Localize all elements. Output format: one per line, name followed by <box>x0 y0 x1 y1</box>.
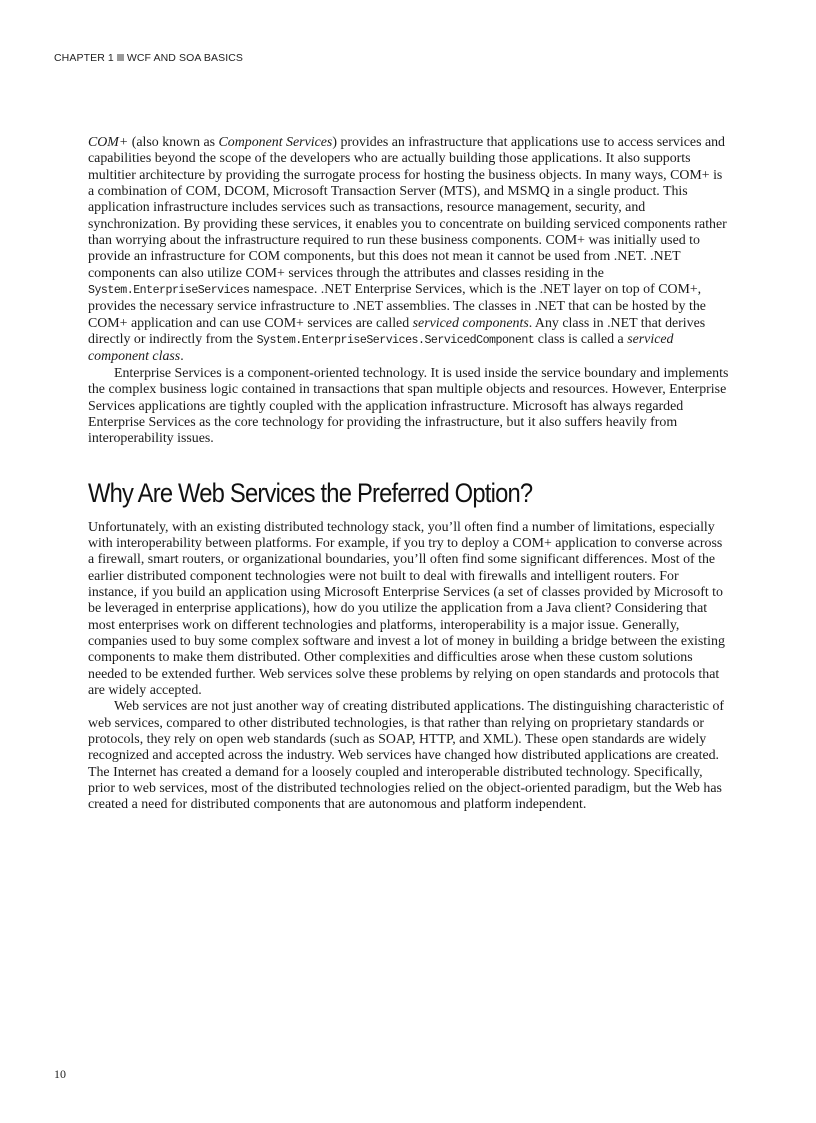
page-number: 10 <box>54 1067 66 1081</box>
small-square-icon <box>117 54 124 61</box>
chapter-label: CHAPTER 1 <box>54 52 114 64</box>
term-com-plus: COM+ <box>88 135 129 150</box>
paragraph-enterprise-services: Enterprise Services is a component-oriented technology. It is used inside the service boundary and implements the complex business logic contained in transactions that span multiple objects and resources. However, Enterprise Services applications are tightly coupled with the application infrastructure. Microsoft has always regarded Enterprise Services as the core technology for providing the infrastructure, but it also suffers heavily from interoperability issues. <box>88 365 729 447</box>
section-heading: Why Are Web Services the Preferred Option? <box>88 477 533 508</box>
paragraph-web-services: Web services are not just another way of creating distributed applications. The distinguishing characteristic of web services, compared to other distributed technologies, is that rather than relying on proprietary standards or protocols, they rely on open web standards (such as SOAP, HTTP, and XML). These open standards are widely recognized and accepted across the industry. Web services have changed how distributed applications are created. The Internet has created a demand for a loosely coupled and interoperable distributed technology. Specifically, prior to web services, most of the distributed technologies relied on the object-oriented paradigm, but the Web has created a need for distributed components that are autonomous and platform independent. <box>88 699 725 813</box>
paragraph-interoperability: Unfortunately, with an existing distributed technology stack, you’ll often find a number of limitations, especially with interoperability between platforms. For example, if you try to deploy a COM+ application to converse across a firewall, smart routers, or organizational boundaries, you’ll often find some significant differences. Most of the earlier distributed component technologies were not built to deal with firewalls and intelligent routers. For instance, if you build an application using Microsoft Enterprise Services (a set of classes provided by Microsoft to be leveraged in enterprise applications), how do you utilize the application from a Java client? Considering that most enterprises work on different technologies and platforms, interoperability is a major issue. Generally, companies used to buy some complex software and invest a lot of money in building a bridge between the existing components to make them distributed. Other complexities and difficulties arose when these custom solutions needed to be extended further. Web services solve these problems by relying on open standards and protocols that are widely accepted. <box>88 519 725 698</box>
paragraph-com-plus: COM+ (also known as Component Services) provides an infrastructure that applications use to access services and capabilities beyond the scope of the developers who are actually building those applications. It also supports multitier architecture by providing the surrogate process for hosting the business objects. In many ways, COM+ is a combination of COM, DCOM, Microsoft Transaction Server (MTS), and MSMQ in a single product. This application infrastructure includes services such as transactions, resource management, security, and synchronization. By providing these services, it enables you to concentrate on building serviced components rather than worrying about the infrastructure required to run these business components. COM+ was initially used to provide an infrastructure for COM components, but this does not mean it cannot be used from .NET. .NET components can also utilize COM+ services through the attributes and classes residing in the System.EnterpriseServices namespace. .NET Enterprise Services, which is the .NET layer on top of COM+, provides the necessary service infrastructure to .NET assemblies. The classes in .NET that can be hosted by the COM+ application and can use COM+ services are called serviced components. Any class in .NET that derives directly or indirectly from the System.EnterpriseServices.ServicedComponent class is called a serviced component class. <box>88 135 727 365</box>
term-serviced-components: serviced components <box>412 315 529 331</box>
chapter-title: WCF AND SOA BASICS <box>126 52 244 64</box>
page-body <box>88 135 730 814</box>
running-head <box>54 52 243 64</box>
term-component-services: Component Services <box>218 135 333 150</box>
code-enterprise-services-namespace: System.EnterpriseServices <box>88 284 250 298</box>
term-serviced-component-class: serviced component class <box>88 332 674 365</box>
code-serviced-component-class: System.EnterpriseServices.ServicedComponent <box>256 334 535 348</box>
